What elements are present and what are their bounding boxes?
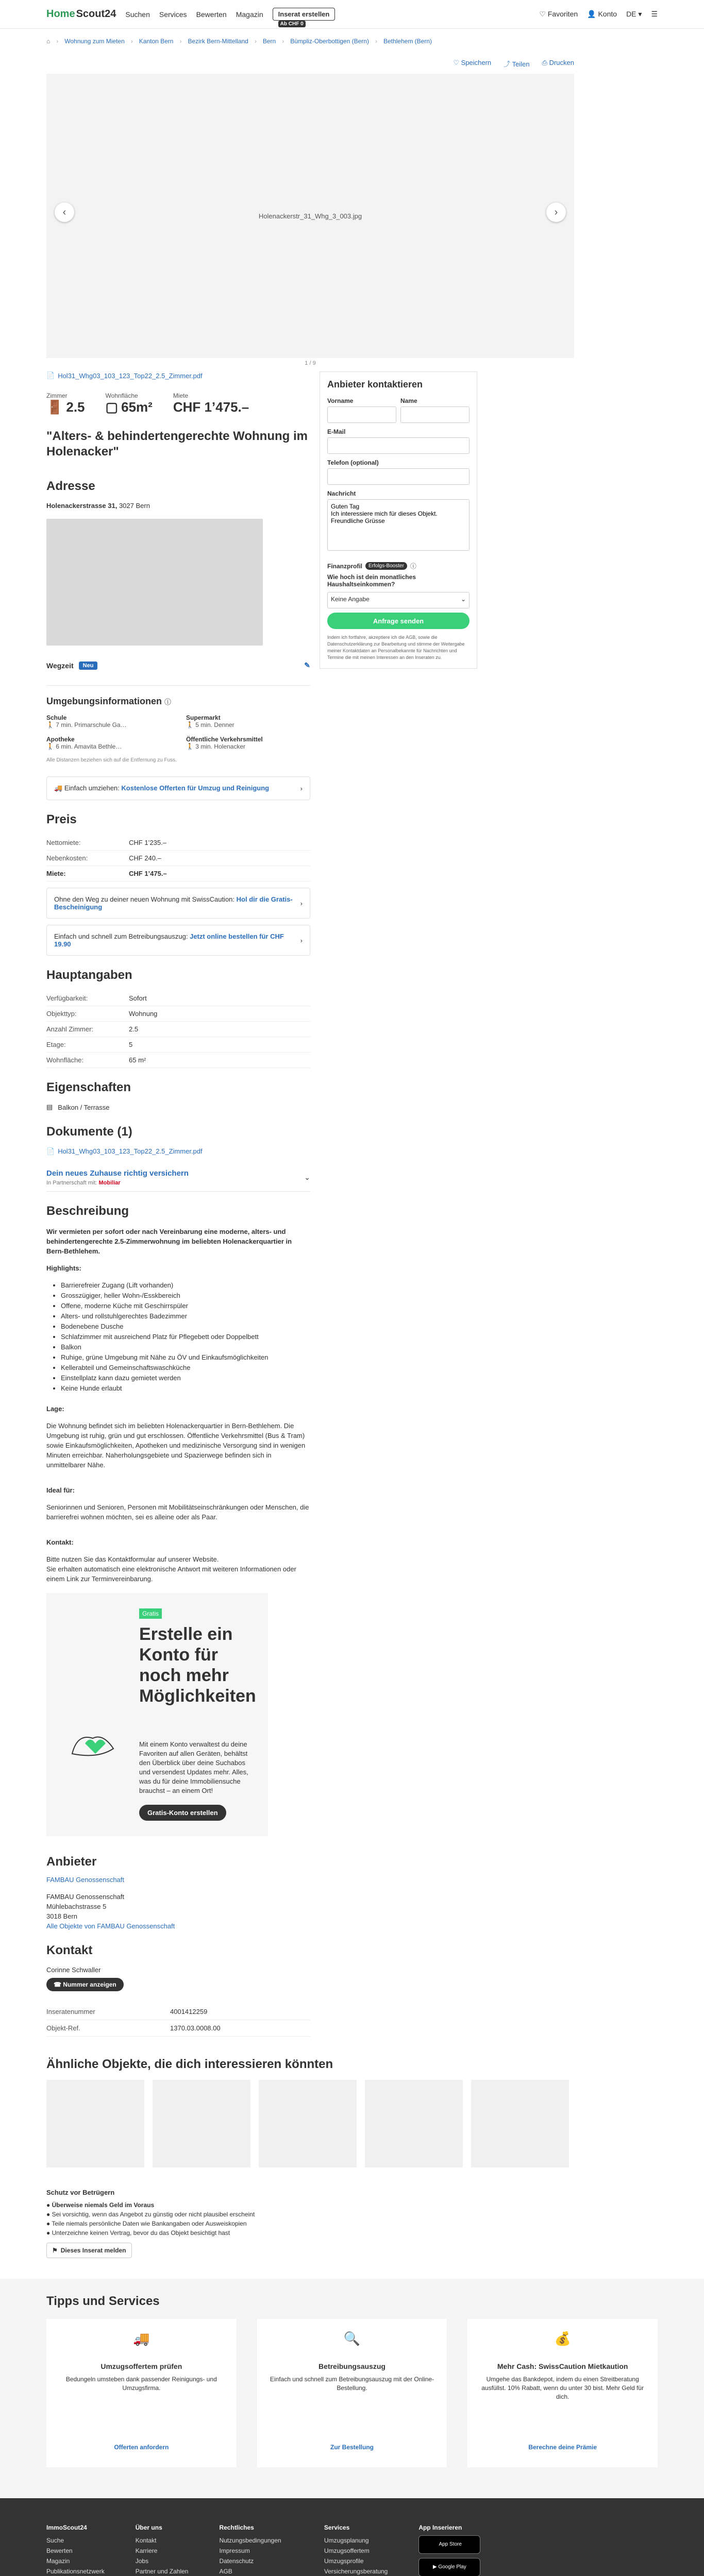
price-key: Nettomiete: [46, 835, 129, 851]
document-icon: 📄 [46, 371, 55, 379]
footer-link[interactable]: Impressum [219, 2547, 250, 2554]
money-icon: 💰 [554, 2331, 571, 2346]
phone-label: Telefon (optional) [327, 459, 379, 466]
location-map[interactable] [46, 519, 263, 646]
document-search-icon: 🔍 [343, 2331, 361, 2346]
area-value: 65m² [121, 399, 153, 415]
next-image-button[interactable]: › [546, 202, 566, 222]
share-icon: ⤴ [504, 60, 511, 68]
footer-link[interactable]: Kontakt [135, 2537, 157, 2544]
chevron-down-icon[interactable]: ⌄ [304, 1173, 310, 1181]
nav-magazine[interactable]: Magazin [236, 10, 263, 19]
favorites-label: Favoriten [547, 10, 578, 18]
table-row [46, 835, 310, 851]
list-item [46, 2210, 658, 2219]
data-value: 65 m² [129, 1053, 310, 1068]
moving-offer-prefix: Einfach umziehen: [64, 784, 120, 792]
fraud-warning-item: Sei vorsichtig, wenn das Angebot zu günstig oder nicht plausibel erscheint [52, 2211, 255, 2218]
provider-street: Mühlebachstrasse 5 [46, 1903, 107, 1910]
env-distance [46, 721, 171, 728]
environment-heading [46, 696, 310, 707]
debt-extract-link[interactable]: Jetzt online bestellen für CHF 19.90 [54, 933, 284, 948]
chevron-down-icon: ⌄ [460, 596, 466, 603]
main-data-heading: Hauptangaben [46, 968, 132, 982]
income-select[interactable] [327, 592, 470, 608]
footer-column [219, 2524, 293, 2576]
flag-icon: ⚑ [52, 2247, 58, 2254]
footer-column [136, 2524, 189, 2576]
first-name-field[interactable] [327, 406, 396, 423]
table-row [46, 866, 310, 882]
contact-sidebar [320, 371, 477, 2037]
tip-card [467, 2319, 658, 2467]
fraud-warning-item: Unterzeichne keinen Vertrag, bevor du das Objekt besichtigt hast [52, 2229, 230, 2236]
documents-heading: Dokumente (1) [46, 1125, 132, 1139]
provider-name: FAMBAU Genossenschaft [46, 1893, 125, 1901]
account-promo [46, 1593, 268, 1836]
menu-icon[interactable]: ☰ [651, 10, 658, 18]
debt-extract-text [54, 933, 300, 948]
table-row [46, 991, 310, 1006]
listing-main-column [46, 368, 310, 2037]
similar-listing-card[interactable] [153, 2080, 250, 2167]
feature-label: Balkon / Terrasse [58, 1103, 110, 1111]
contact-value: 1370.03.0008.00 [170, 2024, 221, 2032]
description [46, 1204, 310, 1584]
check-icon: ● [46, 2229, 51, 2236]
finance-profile-label: Finanzprofil [327, 562, 362, 570]
data-key: Wohnfläche: [46, 1053, 129, 1068]
footer-link[interactable]: Umzugsplanung [324, 2537, 369, 2544]
list-item: • Balkon [61, 1342, 310, 1352]
promo-title: Erstelle ein Konto für noch mehr Möglichkeiten [139, 1624, 256, 1706]
key-facts [46, 392, 310, 415]
tip-link[interactable]: Berechne deine Prämie [528, 2444, 597, 2451]
contact-person: Corinne Schwaller [46, 1966, 101, 1974]
similar-listings [46, 2080, 658, 2167]
tip-text: Bedungeln umsteben dank passender Reinigungs- und Umzugsfirma. [65, 2376, 217, 2392]
list-item: • Offene, moderne Küche mit Geschirrspüler [61, 1301, 310, 1311]
last-name-label: Name [400, 397, 417, 404]
chevron-right-icon: › [300, 936, 303, 944]
logo-home: Home [46, 8, 75, 20]
travel-time-row[interactable] [46, 661, 310, 670]
debt-extract-prefix: Einfach und schnell zum Betreibungsauszug: [54, 933, 188, 940]
walk-icon: 🚶 [186, 743, 194, 750]
description-heading: Beschreibung [46, 1204, 129, 1218]
floorplan-link-label: Hol31_Whg03_103_123_Top22_2.5_Zimmer.pdf [58, 371, 203, 380]
promo-text: Mit einem Konto verwaltest du deine Favoriten auf allen Geräten, behältst den Überblick über deine Suchabos und versendest Updates mehr. Alles, was du für deine Immobiliensuche brauchst – an einem Ort! [139, 1740, 248, 1794]
env-distance-text: 3 min. Holenacker [195, 743, 246, 750]
env-distance [186, 743, 310, 750]
tip-title: Mehr Cash: SwissCaution Mietkaution [497, 2362, 628, 2370]
price-table [46, 835, 310, 882]
insurance-subtitle [46, 1180, 189, 1186]
table-row [46, 2004, 310, 2020]
location-text: Die Wohnung befindet sich im beliebten Holenackerquartier in Bern-Bethlehem. Die Umgebung ist ruhig, grün und gut erschlossen. Öffentliche Verkehrsmittel (Bus & Tram) sowie Einkaufsmöglichkeiten, Apotheken und medizinische Versorgung sind in wenigen Minuten erreichbar. Naherholungsgebiete und Spazierwege befinden sich in unmittelbarer Nähe. [46, 1422, 306, 1469]
gallery-counter: 1 / 9 [305, 360, 316, 366]
data-value: Wohnung [129, 1006, 310, 1022]
document-icon: 📄 [46, 1147, 55, 1155]
data-key: Objekttyp: [46, 1006, 129, 1022]
env-label: Öffentliche Verkehrsmittel [186, 736, 263, 743]
swisscaution-box[interactable] [46, 888, 310, 919]
list-item: • Grosszügiger, heller Wohn-/Esskbereich [61, 1291, 310, 1301]
email-label: E-Mail [327, 428, 346, 435]
rent-value: CHF 1’475.– [173, 399, 249, 415]
ideal-text: Seniorinnen und Senioren, Personen mit Mobilitätseinschränkungen oder Menschen, die barrierefrei wohnen möchten, sei es alleine oder als Paar. [46, 1503, 309, 1521]
account-link[interactable] [587, 10, 617, 19]
footer-link[interactable]: Suche [46, 2537, 64, 2544]
list-item: • Kellerabteil und Gemeinschaftswaschküche [61, 1363, 310, 1373]
tip-link[interactable]: Offerten anfordern [114, 2444, 169, 2451]
google-play-badge[interactable] [418, 2558, 480, 2576]
footer-link[interactable]: Bewerten [46, 2547, 73, 2554]
table-row [46, 1006, 310, 1022]
breadcrumb-item[interactable]: Kanton Bern [139, 38, 174, 45]
contact-text: Bitte nutzen Sie das Kontaktformular auf unserer Website. Sie erhalten automatisch eine elektronische Antwort mit weiteren Informationen oder einem Link zur Terminvereinbarung. [46, 1555, 296, 1583]
env-transport [186, 736, 310, 750]
data-key: Etage: [46, 1037, 129, 1053]
message-field[interactable] [327, 499, 470, 551]
chevron-right-icon: › [300, 899, 303, 907]
home-icon[interactable]: ⌂ [46, 38, 51, 45]
breadcrumb-item[interactable]: Bethlehem (Bern) [383, 38, 432, 45]
truck-icon: 🚚 [54, 784, 63, 792]
swisscaution-text [54, 895, 300, 911]
success-booster-badge: Erfolgs-Booster [365, 562, 407, 570]
footer-link[interactable]: Magazin [46, 2557, 70, 2565]
chevron-right-icon: › [300, 784, 303, 792]
list-item: • Barrierefreier Zugang (Lift vorhanden) [61, 1280, 310, 1291]
check-icon: ● [46, 2220, 51, 2227]
rooms-value: 2.5 [66, 399, 85, 415]
language-label: DE [626, 10, 636, 18]
main-nav [125, 10, 263, 19]
footer-apps [418, 2524, 480, 2576]
footer-link[interactable]: Umzugsprofile [324, 2557, 364, 2565]
env-pharmacy [46, 736, 171, 750]
tips-heading: Tipps und Services [46, 2294, 160, 2308]
description-intro: Wir vermieten per sofort oder nach Vereinbarung eine moderne, alters- und behindertengerechte 2.5-Zimmerwohnung im beliebten Holenackerquartier in Bern-Bethlehem. [46, 1228, 292, 1255]
info-icon[interactable]: ⓘ [164, 698, 172, 706]
similar-listing-card[interactable] [365, 2080, 463, 2167]
address [46, 502, 310, 510]
moving-offer-link[interactable]: Kostenlose Offerten für Umzug und Reinigung [121, 784, 270, 792]
env-distance-text: 7 min. Primarschule Ga… [56, 721, 127, 728]
edit-icon[interactable]: ✎ [304, 661, 310, 669]
create-listing-button[interactable] [273, 8, 336, 27]
walk-icon: 🚶 [186, 721, 194, 728]
provider-section [46, 1857, 310, 1931]
report-listing-label: Dieses Inserat melden [60, 2247, 126, 2254]
create-listing-label: Inserat erstellen [278, 10, 330, 18]
last-name-field[interactable] [400, 406, 470, 423]
income-question: Wie hoch ist dein monatliches Haushaltseinkommen? [327, 573, 416, 588]
tip-text: Umgehe das Bankdepot, indem du einen Streitberatung ausfüllst. 10% Rabatt, wenn du unter 30 bist. Mehr Geld für dich. [481, 2376, 644, 2400]
similar-heading: Ähnliche Objekte, die dich interessieren könnten [46, 2057, 333, 2071]
breadcrumb-item[interactable]: Wohnung zum Mieten [64, 38, 125, 45]
footer-column-heading: Rechtliches [219, 2524, 254, 2531]
submit-inquiry-button[interactable]: Anfrage senden [327, 613, 470, 629]
price-key: Nebenkosten: [46, 851, 129, 866]
price-value: CHF 240.– [129, 851, 310, 866]
phone-icon: ☎ [54, 1981, 61, 1988]
logo-scout: Scout24 [76, 8, 116, 20]
walk-icon: 🚶 [46, 721, 54, 728]
image-gallery[interactable] [46, 74, 574, 358]
walk-icon: 🚶 [46, 743, 54, 750]
share-label: Teilen [512, 60, 530, 68]
email-field[interactable] [327, 437, 470, 454]
footer-column [324, 2524, 388, 2576]
tip-card [46, 2319, 237, 2467]
list-item: • Schlafzimmer mit ausreichend Platz für Pflegebett oder Doppelbett [61, 1332, 310, 1342]
data-value: 5 [129, 1037, 310, 1053]
tip-card [257, 2319, 447, 2467]
env-distance-text: 5 min. Denner [195, 721, 234, 728]
document-link-label: Hol31_Whg03_103_123_Top22_2.5_Zimmer.pdf [58, 1147, 203, 1155]
similar-listing-card[interactable] [46, 2080, 144, 2167]
table-row [46, 1037, 310, 1053]
play-icon: ▶ [432, 2564, 437, 2570]
price-value: CHF 1’235.– [129, 835, 310, 851]
heart-icon: ♡ [453, 59, 459, 66]
address-city: 3027 Bern [119, 502, 150, 510]
provider-all-listings-link[interactable]: Alle Objekte von FAMBAU Genossenschaft [46, 1922, 175, 1930]
table-row [46, 1053, 310, 1068]
swisscaution-prefix: Ohne den Weg zu deiner neuen Wohnung mit SwissCaution: [54, 895, 235, 903]
footer-link[interactable]: Partner und Zahlen [135, 2568, 189, 2575]
list-item: • Keine Hunde erlaubt [61, 1383, 310, 1394]
area-icon: ▢ [105, 399, 119, 415]
site-logo[interactable] [46, 8, 116, 20]
contact-title: Kontakt: [46, 1538, 74, 1546]
environment-grid [46, 714, 310, 750]
print-label: Drucken [549, 59, 574, 66]
footer-link[interactable]: Versicherungsberatung [324, 2568, 388, 2575]
new-badge: Neu [79, 662, 98, 670]
data-value: Sofort [129, 991, 310, 1006]
document-link[interactable] [46, 1147, 310, 1156]
share-button[interactable] [504, 59, 529, 69]
footer-column [46, 2524, 105, 2576]
env-distance [46, 743, 171, 750]
fraud-warning-item: Überweise niemals Geld im Voraus [52, 2201, 155, 2209]
data-key: Anzahl Zimmer: [46, 1022, 129, 1037]
promo-tag: Gratis [139, 1608, 162, 1619]
balcony-icon: ▤ [46, 1103, 53, 1111]
user-icon: 👤 [587, 10, 596, 18]
features-heading: Eigenschaften [46, 1080, 131, 1094]
address-heading: Adresse [46, 479, 95, 493]
table-row [46, 851, 310, 866]
tip-title: Umzugsoffertem prüfen [100, 2362, 182, 2370]
account-label: Konto [598, 10, 617, 18]
heart-icon: ♡ [539, 10, 546, 18]
nav-services[interactable]: Services [159, 10, 187, 19]
provider-city: 3018 Bern [46, 1912, 77, 1920]
floorplan-link[interactable] [46, 371, 310, 380]
tip-text: Einfach und schnell zum Betreibungsauszug mit der Online-Bestellung. [270, 2376, 434, 2392]
breadcrumb-item[interactable]: Bern [262, 38, 276, 45]
fraud-warning [46, 2188, 658, 2258]
footer-link[interactable]: Publikationsnetzwerk [46, 2568, 105, 2575]
contact-key: Inseratenummer [46, 2008, 95, 2015]
fraud-warning-item: Teile niemals persönliche Daten wie Bankangaben oder Ausweiskopien [52, 2220, 247, 2227]
finance-profile [327, 562, 470, 570]
footer-column-heading: ImmoScout24 [46, 2524, 87, 2531]
legal-text: Indem ich fortfahre, akzeptiere ich die AGB, sowie die Datenschutzerklärung zur Bearbeitung und stimme der Weitergabe meiner Kontaktdaten an Personalbekannte für Nachrichten und Termine die mit meinen Interessen an den Inseraten zu. [327, 635, 465, 660]
travel-time-label: Wegzeit [46, 661, 74, 670]
debt-extract-box[interactable] [46, 925, 310, 956]
similar-listing-card[interactable] [259, 2080, 357, 2167]
top-bar [0, 0, 704, 29]
language-select[interactable]: DE ▾ [626, 10, 642, 18]
check-icon: ● [46, 2211, 51, 2218]
print-button[interactable] [542, 59, 574, 69]
env-distance-text: 6 min. Amavita Bethle… [56, 743, 122, 750]
footer-link[interactable]: AGB [219, 2568, 232, 2575]
breadcrumb: ⌂ › Wohnung zum Mieten › Kanton Bern › Bezirk Bern-Mittelland › Bern › Bümpliz-Oberbottigen (Bern) › Bethlehem (Bern) [46, 38, 432, 45]
tip-link[interactable]: Zur Bestellung [330, 2444, 374, 2451]
google-play-label: Google Play [438, 2564, 466, 2570]
feature-item [46, 1103, 310, 1111]
tips-section [0, 2279, 704, 2498]
mobiliar-logo: Mobiliar [98, 1180, 121, 1186]
location-title: Lage: [46, 1405, 64, 1413]
list-item: • Bodenebene Dusche [61, 1321, 310, 1332]
moving-offer-text [54, 784, 269, 792]
list-item [46, 2200, 658, 2210]
show-number-label: Nummer anzeigen [63, 1981, 116, 1988]
app-store-badge[interactable] [418, 2535, 480, 2554]
app-heading: App Inserieren [418, 2524, 462, 2531]
environment-heading-text: Umgebungsinformationen [46, 696, 162, 706]
similar-listing-card[interactable] [471, 2080, 569, 2167]
prev-image-button[interactable]: ‹ [55, 202, 74, 222]
create-listing-badge: Ab CHF 0 [278, 21, 306, 27]
first-name-label: Vorname [327, 397, 354, 404]
env-label: Schule [46, 714, 67, 721]
insurance-partner-label: In Partnerschaft mit: [46, 1180, 97, 1186]
data-value: 2.5 [129, 1022, 310, 1037]
contact-form [320, 371, 477, 669]
tip-title: Betreibungsauszug [319, 2362, 385, 2370]
rent-label: Miete [173, 392, 189, 399]
provider-heading: Anbieter [46, 1855, 97, 1869]
list-item: • Ruhige, grüne Umgebung mit Nähe zu ÖV und Einkaufsmöglichkeiten [61, 1352, 310, 1363]
table-row [46, 1022, 310, 1037]
insurance-teaser[interactable] [46, 1169, 310, 1192]
check-icon: ● [46, 2201, 51, 2209]
footer-column-heading: Services [324, 2524, 350, 2531]
listing-actions [46, 54, 574, 74]
door-icon: 🚪 [46, 399, 63, 415]
price-heading: Preis [46, 812, 77, 826]
hands-illustration [62, 1718, 129, 1769]
insurance-title: Dein neues Zuhause richtig versichern [46, 1169, 189, 1178]
save-button[interactable] [453, 59, 491, 69]
env-distance [186, 721, 310, 728]
highlights-title: Highlights: [46, 1264, 81, 1272]
contact-form-heading: Anbieter kontaktieren [327, 379, 423, 389]
price-key: Miete: [46, 866, 129, 882]
nav-search[interactable]: Suchen [125, 10, 150, 19]
list-item: • Alters- und rollstuhlgerechtes Badezimmer [61, 1311, 310, 1321]
fraud-warning-heading: Schutz vor Betrügern [46, 2189, 115, 2196]
footer-column-heading: Über uns [135, 2524, 162, 2531]
listing-title: "Alters- & behindertengerechte Wohnung im Holenacker" [46, 429, 308, 459]
breadcrumb-item[interactable]: Bümpliz-Oberbottigen (Bern) [290, 38, 369, 45]
list-item: • Einstellplatz kann dazu gemietet werden [61, 1373, 310, 1383]
footer [0, 2498, 704, 2576]
contact-heading: Kontakt [46, 1943, 93, 1957]
environment-note: Alle Distanzen beziehen sich auf die Entfernung zu Fuss. [46, 757, 177, 763]
swisscaution-link[interactable]: Hol dir die Gratis-Bescheinigung [54, 895, 293, 911]
env-label: Apotheke [46, 736, 75, 743]
phone-field[interactable] [327, 468, 470, 485]
footer-link[interactable]: Nutzungsbedingungen [219, 2537, 281, 2544]
env-label: Supermarkt [186, 714, 221, 721]
list-item [46, 2228, 658, 2238]
env-school [46, 714, 171, 728]
show-number-button[interactable] [46, 1978, 124, 1991]
breadcrumb-item[interactable]: Bezirk Bern-Mittelland [188, 38, 248, 45]
list-item [46, 2219, 658, 2228]
ideal-title: Ideal für: [46, 1486, 75, 1494]
nav-rate[interactable]: Bewerten [196, 10, 227, 19]
create-account-button[interactable]: Gratis-Konto erstellen [139, 1805, 226, 1821]
price-value: CHF 1’475.– [129, 866, 310, 882]
gallery-image-alt: Holenackerstr_31_Whg_3_003.jpg [258, 212, 362, 220]
footer-link[interactable]: Karriere [135, 2547, 158, 2554]
contact-value: 4001412259 [170, 2008, 208, 2015]
footer-link[interactable]: Datenschutz [219, 2557, 254, 2565]
report-listing-button[interactable] [46, 2243, 132, 2258]
area-label: Wohnfläche [105, 392, 138, 399]
data-key: Verfügbarkeit: [46, 991, 129, 1006]
income-select-value: Keine Angabe [331, 596, 370, 603]
address-street: Holenackerstrasse 31, [46, 502, 118, 510]
footer-link[interactable]: Jobs [135, 2557, 149, 2565]
footer-link[interactable]: Umzugsoffertem [324, 2547, 370, 2554]
printer-icon: ⎙ [542, 59, 547, 66]
highlights-list [46, 1280, 310, 1394]
provider-logo: FAMBAU Genossenschaft [46, 1876, 125, 1884]
favorites-link[interactable] [539, 10, 578, 19]
table-row [46, 2020, 310, 2037]
info-icon[interactable]: ⓘ [410, 563, 416, 570]
message-label: Nachricht [327, 490, 356, 497]
save-label: Speichern [461, 59, 492, 66]
app-store-label: App Store [439, 2541, 462, 2547]
moving-offer-box[interactable] [46, 776, 310, 800]
main-data-table [46, 991, 310, 1068]
rooms-label: Zimmer [46, 392, 68, 399]
contact-key: Objekt-Ref. [46, 2024, 80, 2032]
env-supermarket [186, 714, 310, 728]
truck-icon: 🚚 [133, 2331, 150, 2346]
